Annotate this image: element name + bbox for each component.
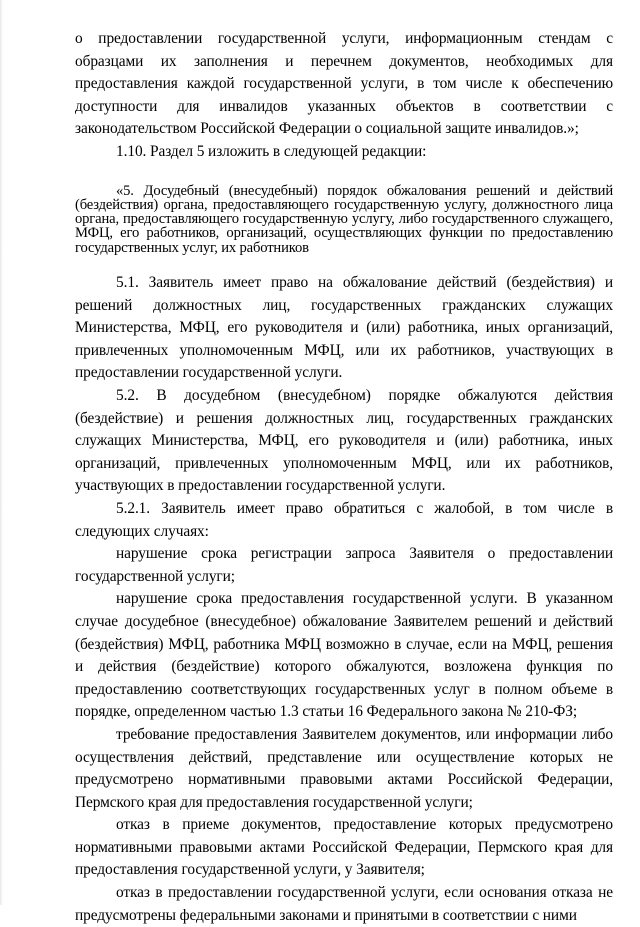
paragraph-stand-requirements: о предоставлении государственной услуги, информационным стендам с образцами их заполнения и перечнем документов, необходимых для предоставления каждой государственной услуги, в том числе к обеспечению доступности для инвалидов указанных объектов в соответствии с законодательством Российской Федерации о социальной защите инвалидов.»; bbox=[75, 30, 613, 138]
document-page bbox=[75, 28, 613, 927]
paragraph-section-5-amendment: 1.10. Раздел 5 изложить в следующей редакции: bbox=[116, 142, 427, 160]
case-service-refusal: отказ в предоставлении государственной услуги, если основания отказа не предусмотрены федеральными законами и принятыми в соответствии с ними bbox=[75, 884, 613, 924]
paragraph-5-2: 5.2. В досудебном (внесудебном) порядке обжалуются действия (бездействие) и решения должностных лиц, государственных гражданских служащих Министерства, МФЦ, его руководителя и (или) работника, иных организаций, привлеченных уполномоченным МФЦ, или их работников, участвующих в предоставлении государственной услуги. bbox=[75, 387, 613, 495]
section-5-heading: «5. Досудебный (внесудебный) порядок обжалования решений и действий (бездействия) органа, предоставляющего государственную услугу, должностного лица органа, предоставляющего государственную услугу, либо государственного служащего, МФЦ, его работников, организаций, осуществляющих функции по предоставлению государственных услуг, их работников bbox=[75, 182, 613, 256]
case-registration-deadline: нарушение срока регистрации запроса Заявителя о предоставлении государственной услуги; bbox=[75, 545, 613, 585]
scan-edge-shadow bbox=[0, 0, 3, 905]
case-service-deadline: нарушение срока предоставления государственной услуги. В указанном случае досудебное (внесудебное) обжалование Заявителем решений и действий (бездействия) МФЦ, работника МФЦ возможно в случае, если на МФЦ, решения и действия (бездействие) которого обжалуются, возложена функция по предоставлению соответствующих государственных услуг в полном объеме в порядке, определенном частью 1.3 статьи 16 Федерального закона № 210-ФЗ; bbox=[75, 590, 613, 721]
case-extra-documents: требование предоставления Заявителем документов, или информации либо осуществления действий, представление или осуществление которых не предусмотрено нормативными правовыми актами Российской Федерации, Пермского края для предоставления государственной услуги; bbox=[75, 725, 613, 811]
case-document-refusal: отказ в приеме документов, предоставление которых предусмотрено нормативными правовыми актами Российской Федерации, Пермского края для предоставления государственной услуги, у Заявителя; bbox=[75, 816, 613, 879]
paragraph-5-2-1: 5.2.1. Заявитель имеет право обратиться с жалобой, в том числе в следующих случаях: bbox=[75, 499, 613, 540]
paragraph-5-1: 5.1. Заявитель имеет право на обжалование действий (бездействия) и решений должностных лиц, государственных гражданских служащих Министерства, МФЦ, его руководителя и (или) работника, иных организаций, привлеченных уполномоченным МФЦ, или их работников, участвующих в предоставлении государственной услуги. bbox=[75, 274, 613, 382]
paragraph-gap bbox=[75, 255, 613, 272]
paragraph-gap bbox=[75, 164, 613, 184]
